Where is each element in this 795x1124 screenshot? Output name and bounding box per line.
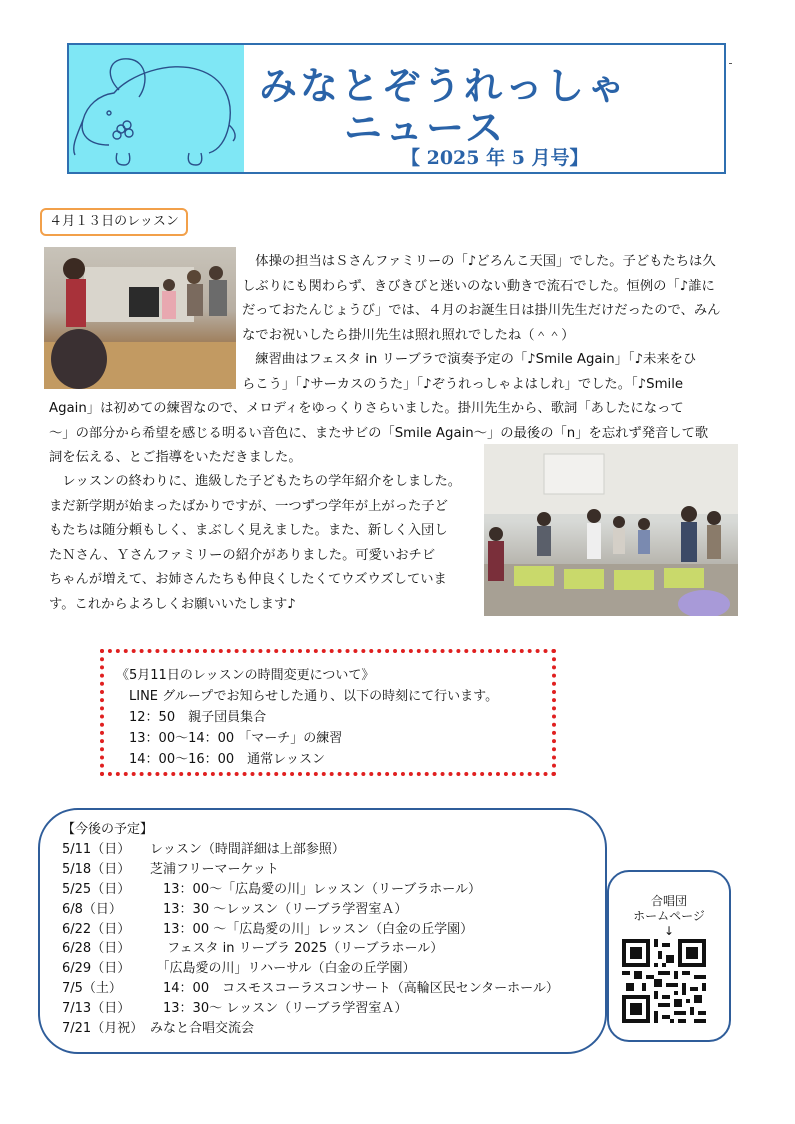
down-arrow-icon: ↓: [663, 924, 675, 938]
schedule-row: [62, 840, 605, 860]
text-line: ちゃんが増えて、お姉さんたちも仲良くしたくてウズウズしていま: [49, 572, 447, 587]
lesson-paragraph-1: [242, 250, 748, 397]
text-line: もたちは随分頼もしく、まぶしく見えました。また、新しく入団し: [49, 523, 448, 538]
schedule-date: 6/8（日）: [62, 901, 122, 917]
text-line: なでお祝いしたら掛川先生は照れ照れでしたね（＾＾）: [242, 327, 575, 343]
elephant-illustration: [69, 45, 244, 172]
schedule-text: 「広島愛の川」リハーサル（白金の丘学園）: [150, 961, 416, 977]
text-line: 体操の担当はＳさんファミリーの「♪どろんこ天国」でした。子どもたちは久: [242, 254, 716, 269]
schedule-text: 13：30 ～レッスン（リーブラ学習室Ａ）: [150, 901, 408, 917]
schedule-row: [62, 979, 605, 999]
qr-label-line2: ホームページ: [633, 909, 705, 923]
schedule-text: 14：00 コスモスコーラスコンサート（高輪区民センターホール）: [150, 981, 559, 997]
notice-line: 12：50 親子団員集合: [116, 710, 267, 725]
upcoming-schedule: [38, 808, 607, 1054]
schedule-date: 6/22（日）: [62, 921, 131, 937]
schedule-date: 7/13（日）: [62, 1001, 131, 1017]
lesson-paragraph-3: [49, 470, 479, 617]
schedule-date: 5/11（日）: [62, 841, 131, 857]
newsletter-title-line2: ニュース: [344, 106, 507, 150]
lesson-photo-1: [44, 247, 236, 389]
notice-line: 《5月11日のレッスンの時間変更について》: [116, 668, 375, 683]
schedule-date: 5/25（日）: [62, 881, 131, 897]
elephant-icon: [69, 45, 244, 172]
text-line: す。これからよろしくお願いいたします♪: [49, 596, 296, 612]
lesson-date-label: ４月１３日のレッスン: [40, 208, 188, 236]
schedule-row: [62, 939, 605, 959]
schedule-date: 7/5（土）: [62, 981, 122, 997]
schedule-row: [62, 860, 605, 880]
divider: [729, 63, 732, 64]
text-line: レッスンの終わりに、進級した子どもたちの学年紹介をしました。: [49, 474, 462, 489]
notice-line: LINE グループでお知らせした通り、以下の時刻にて行います。: [116, 689, 499, 704]
schedule-row: [62, 959, 605, 979]
schedule-text: 13：00～「広島愛の川」レッスン（リーブラホール）: [150, 881, 482, 897]
schedule-text: 13：00 ～「広島愛の川」レッスン（白金の丘学園）: [150, 921, 474, 937]
schedule-date: 7/21（月祝）: [62, 1021, 144, 1037]
text-line: Again」は初めての練習なので、メロディをゆっくりさらいました。掛川先生から、歌詞「あしたになって: [49, 401, 684, 416]
schedule-row: [62, 920, 605, 940]
lesson-photo-2: [484, 444, 738, 616]
schedule-date: 6/29（日）: [62, 961, 131, 977]
text-line: たＮさん、Ｙさんファミリーの紹介がありました。可愛いおチビ: [49, 547, 436, 563]
time-change-notice: [100, 649, 556, 776]
newsletter-title-line1: みなとぞうれっしゃ: [259, 64, 629, 108]
newsletter-header: [67, 43, 726, 174]
notice-line: 14：00～16：00 通常レッスン: [116, 752, 326, 767]
text-line: らこう」「♪サーカスのうた」「♪ぞうれっしゃよはしれ」でした。「♪Smile: [242, 376, 684, 392]
schedule-text: みなと合唱交流会: [150, 1021, 255, 1037]
qr-code-icon[interactable]: [622, 939, 706, 1023]
text-line: 練習曲はフェスタ in リーブラで演奏予定の「♪Smile Again」「♪未来をひ: [242, 352, 697, 367]
schedule-row: [62, 880, 605, 900]
homepage-qr-box: [607, 870, 731, 1042]
text-line: 詞を伝える、とご指導をいただきました。: [49, 450, 302, 465]
text-line: しぶりにも関わらず、きびきびと迷いのない動きで流石でした。恒例の「♪誰に: [242, 278, 715, 294]
schedule-date: 6/28（日）: [62, 941, 131, 957]
schedule-row: [62, 900, 605, 920]
schedule-heading: 【今後の予定】: [62, 822, 154, 837]
schedule-text: フェスタ in リーブラ 2025（リーブラホール）: [150, 941, 444, 957]
qr-label-line1: 合唱団: [650, 894, 687, 908]
schedule-row: [62, 1019, 605, 1039]
text-line: だっておたんじょうび」では、４月のお誕生日は掛川先生だけだったので、みん: [242, 303, 721, 318]
text-line: まだ新学期が始まったばかりですが、一つずつ学年が上がった子ど: [49, 498, 448, 514]
text-line: ～」の部分から希望を感じる明るい音色に、またサビの「Smile Again～」の最後の「n」を忘れず発音して歌: [49, 425, 709, 441]
schedule-text: レッスン（時間詳細は上部参照）: [150, 841, 345, 857]
issue-label: 【 2025 年 5 月号】: [401, 147, 589, 169]
schedule-text: 13：30～ レッスン（リーブラ学習室Ａ）: [150, 1001, 408, 1017]
schedule-text: 芝浦フリーマーケット: [150, 861, 279, 877]
schedule-row: [62, 999, 605, 1019]
schedule-date: 5/18（日）: [62, 861, 131, 877]
notice-line: 13：00～14：00 「マーチ」の練習: [116, 731, 343, 746]
